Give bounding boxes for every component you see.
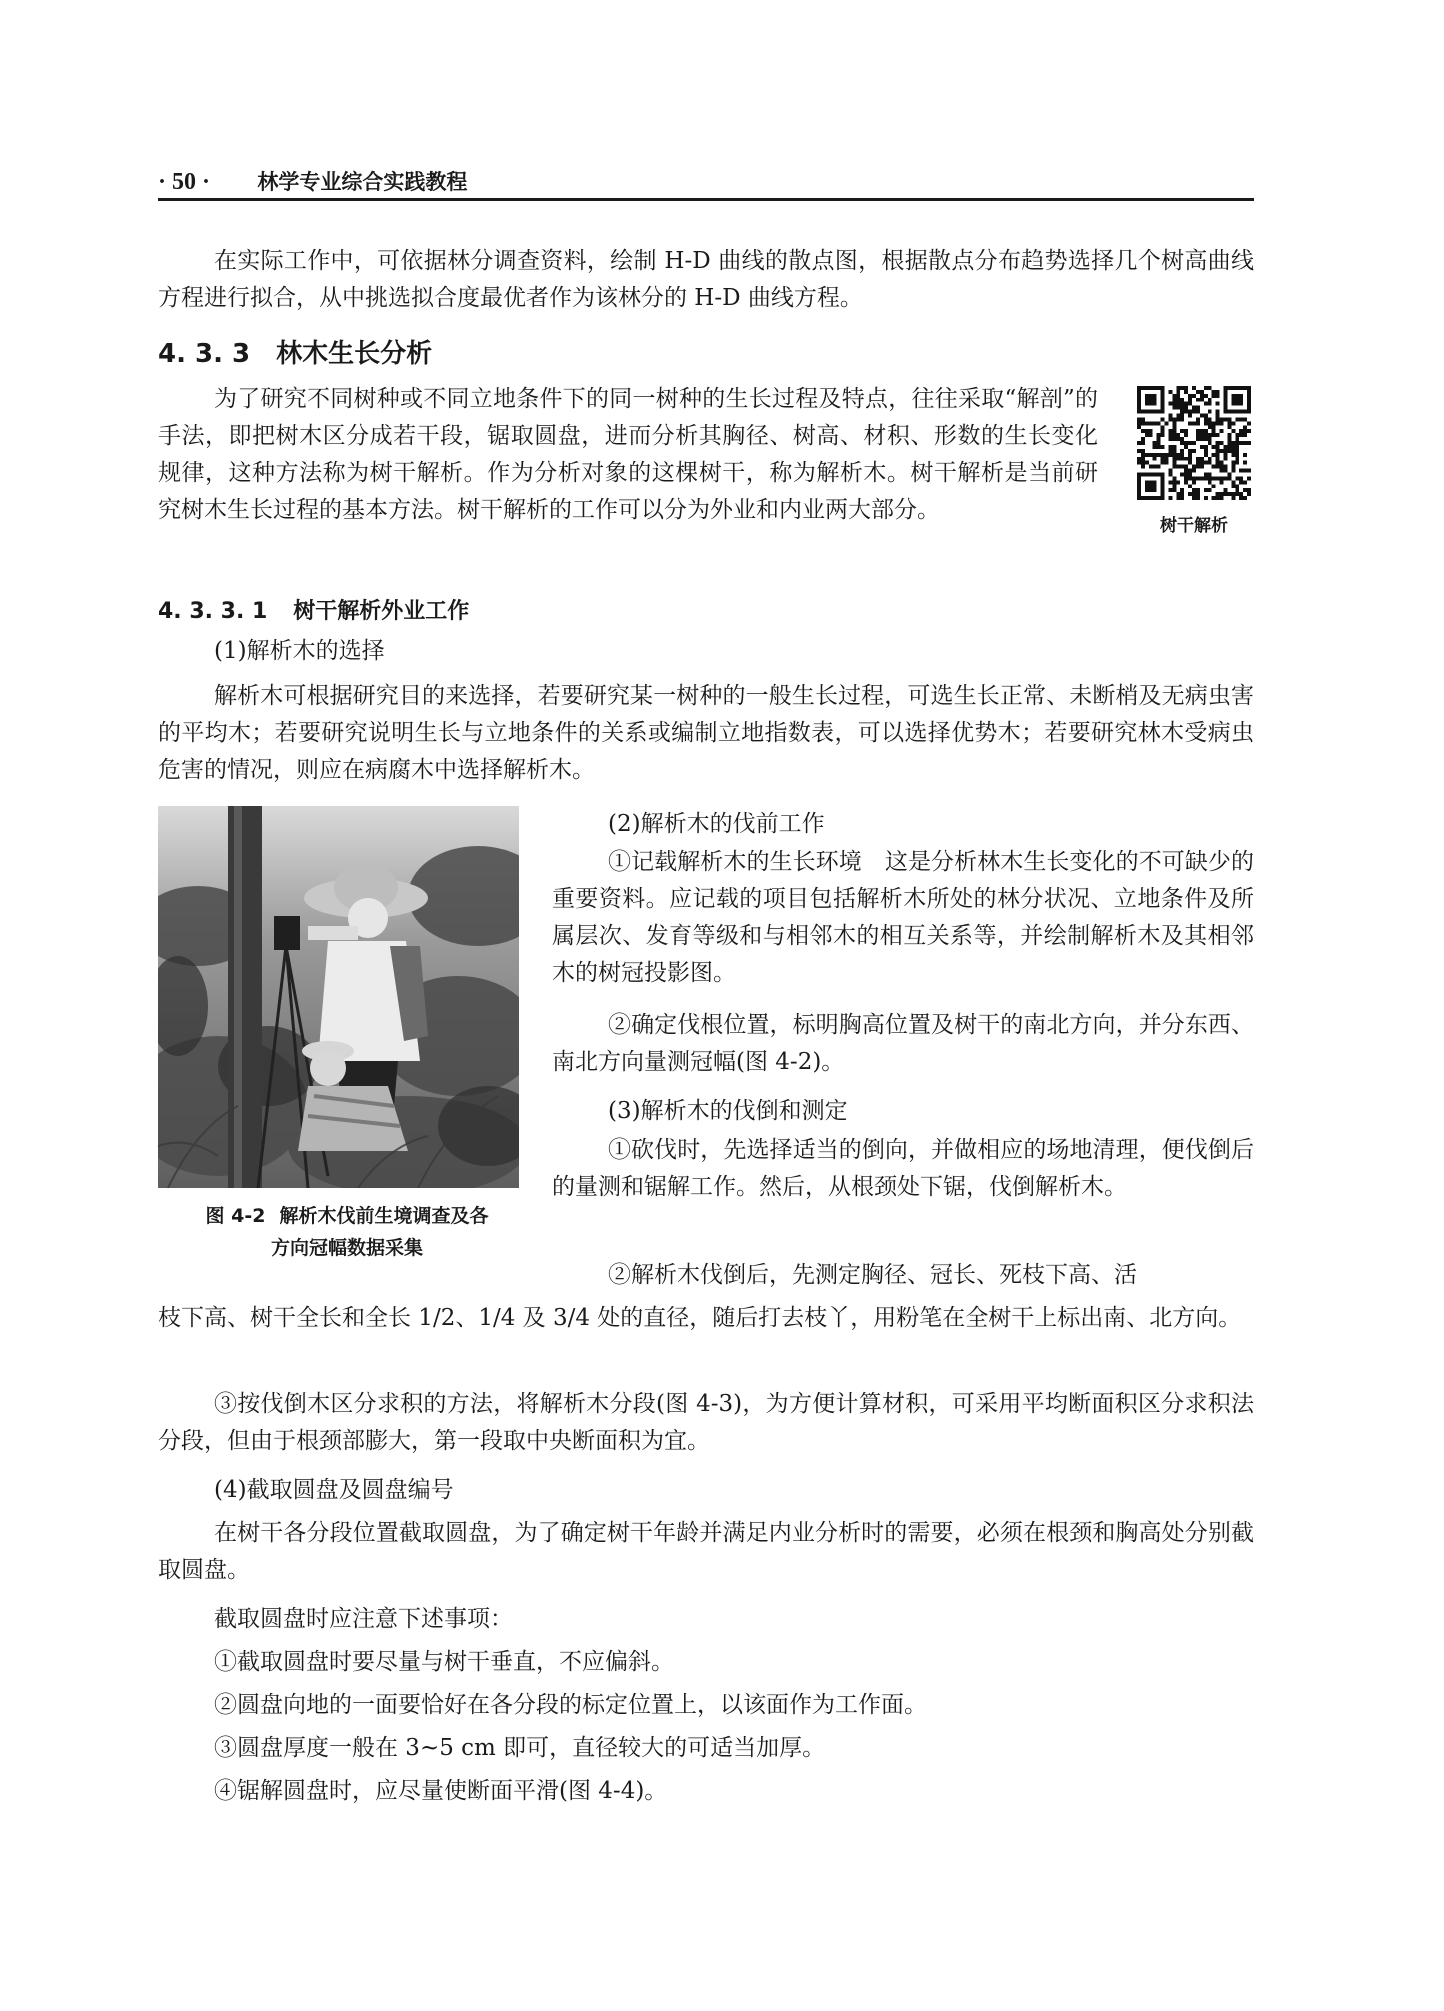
item4-title: (4)截取圆盘及圆盘编号 bbox=[214, 1477, 454, 1503]
field-photo bbox=[158, 806, 519, 1188]
qr-code[interactable] bbox=[1137, 386, 1251, 500]
book-title: 林学专业综合实践教程 bbox=[257, 170, 468, 194]
item4-note-1: ①截取圆盘时要尽量与树干垂直，不应偏斜。 bbox=[214, 1649, 674, 1675]
item4-paragraph: 在树干各分段位置截取圆盘，为了确定树干年龄并满足内业分析时的需要，必须在根颈和胸高处分别截取圆盘。 bbox=[158, 1520, 1254, 1583]
section-number: 4. 3. 3 bbox=[158, 339, 251, 369]
subsection-number: 4. 3. 3. 1 bbox=[158, 599, 268, 624]
item4-notes-intro: 截取圆盘时应注意下述事项： bbox=[214, 1606, 513, 1632]
section-title: 林木生长分析 bbox=[276, 339, 433, 369]
forest-survey-photo bbox=[158, 806, 519, 1188]
item3-p2-side: ②解析木伐倒后，先测定胸径、冠长、死枝下高、活 bbox=[608, 1262, 1137, 1288]
figure-caption bbox=[158, 1200, 536, 1264]
item4-note-2: ②圆盘向地的一面要恰好在各分段的标定位置上，以该面作为工作面。 bbox=[214, 1692, 927, 1718]
figure-number: 图 4-2 bbox=[205, 1205, 266, 1227]
figure-caption-line2: 方向冠幅数据采集 bbox=[270, 1237, 423, 1259]
item3-p1: ①砍伐时，先选择适当的倒向，并做相应的场地清理，便伐倒后的量测和锯解工作。然后，从根颈处下锯，伐倒解析木。 bbox=[552, 1137, 1254, 1200]
item3-p2-full: 枝下高、树干全长和全长 1/2、1/4 及 3/4 处的直径，随后打去枝丫，用粉笔在全树干上标出南、北方向。 bbox=[158, 1305, 1242, 1331]
subsection-title: 树干解析外业工作 bbox=[293, 599, 470, 624]
qr-caption: 树干解析 bbox=[1160, 516, 1228, 536]
item2-title: (2)解析木的伐前工作 bbox=[608, 811, 825, 837]
item2-p1: ①记载解析木的生长环境 这是分析林木生长变化的不可缺少的重要资料。应记载的项目包括解析木所处的林分状况、立地条件及所属层次、发育等级和与相邻木的相互关系等，并绘制解析木及其相邻木的树冠投影图。 bbox=[552, 849, 1254, 986]
header-rule bbox=[158, 198, 1254, 201]
item1-title: (1)解析木的选择 bbox=[214, 638, 385, 664]
item4-note-4: ④锯解圆盘时，应尽量使断面平滑(图 4-4)。 bbox=[214, 1778, 668, 1804]
item1-paragraph: 解析木可根据研究目的来选择，若要研究某一树种的一般生长过程，可选生长正常、未断梢及无病虫害的平均木；若要研究说明生长与立地条件的关系或编制立地指数表，可以选择优势木；若要研究林木受病虫危害的情况，则应在病腐木中选择解析木。 bbox=[158, 683, 1254, 783]
page-number: · 50 · bbox=[158, 169, 211, 195]
item3-title: (3)解析木的伐倒和测定 bbox=[608, 1098, 848, 1124]
section-heading bbox=[158, 334, 432, 374]
subsection-heading bbox=[158, 594, 469, 630]
running-header bbox=[158, 166, 1254, 198]
item3-p3: ③按伐倒木区分求积的方法，将解析木分段(图 4-3)，为方便计算材积，可采用平均断面积区分求积法分段，但由于根颈部膨大，第一段取中央断面积为宜。 bbox=[158, 1391, 1254, 1454]
intro-paragraph: 在实际工作中，可依据林分调查资料，绘制 H-D 曲线的散点图，根据散点分布趋势选择几个树高曲线方程进行拟合，从中挑选拟合度最优者作为该林分的 H-D 曲线方程。 bbox=[158, 248, 1254, 311]
section-paragraph: 为了研究不同树种或不同立地条件下的同一树种的生长过程及特点，往往采取“解剖”的手法，即把树木区分成若干段，锯取圆盘，进而分析其胸径、树高、材积、形数的生长变化规律，这种方法称为树干解析。作为分析对象的这棵树干，称为解析木。树干解析是当前研究树木生长过程的基本方法。树干解析的工作可以分为外业和内业两大部分。 bbox=[158, 386, 1098, 523]
item4-note-3: ③圆盘厚度一般在 3~5 cm 即可，直径较大的可适当加厚。 bbox=[214, 1735, 826, 1761]
item2-p2: ②确定伐根位置，标明胸高位置及树干的南北方向，并分东西、南北方向量测冠幅(图 4-2)。 bbox=[552, 1012, 1254, 1075]
figure-caption-line1: 解析木伐前生境调查及各 bbox=[279, 1205, 489, 1227]
